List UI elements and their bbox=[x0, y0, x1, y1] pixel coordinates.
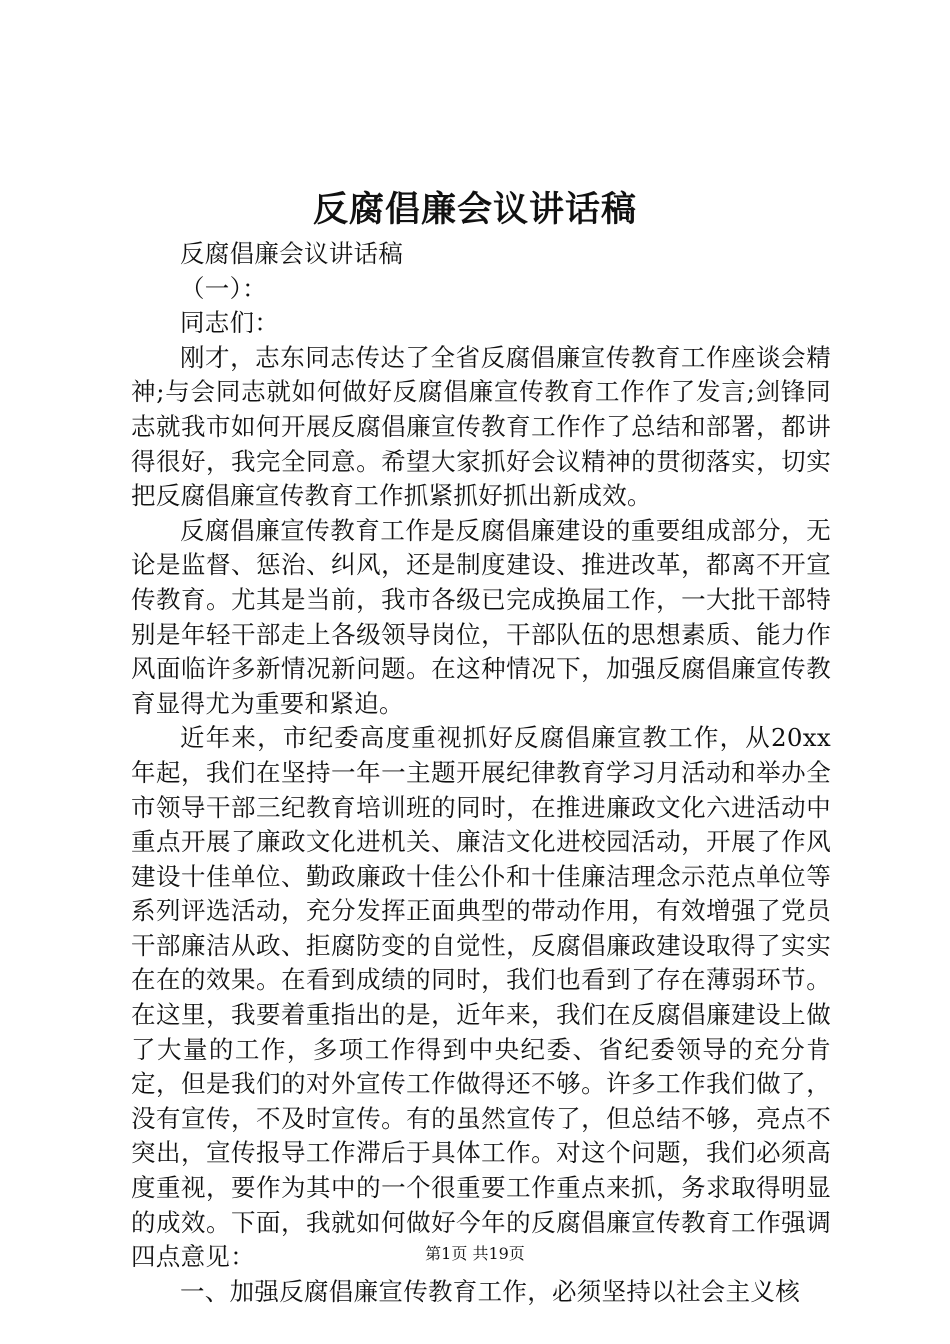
document-title: 反腐倡廉会议讲话稿 bbox=[312, 189, 637, 230]
document-body bbox=[131, 237, 831, 1309]
section-marker: （一）： bbox=[180, 273, 267, 303]
paragraph-review: 近年来，市纪委高度重视抓好反腐倡廉宣教工作，从20xx年起，我们在坚持一年一主题开展纪律教育学习月活动和举办全市领导干部三纪教育培训班的同时，在推进廉政文化六进活动中重点开展了廉政文化进机关、廉洁文化进校园活动，开展了作风建设十佳单位、勤政廉政十佳公仆和十佳廉洁理念示范点单位等系列评选活动，充分发挥正面典型的带动作用，有效增强了党员干部廉洁从政、拒腐防变的自觉性，反腐倡廉政建设取得了实实在在的效果。在看到成绩的同时，我们也看到了存在薄弱环节。在这里，我要着重指出的是，近年来，我们在反腐倡廉建设上做了大量的工作，多项工作得到中央纪委、省纪委领导的充分肯定，但是我们的对外宣传工作做得还不够。许多工作我们做了，没有宣传，不及时宣传。有的虽然宣传了，但总结不够，亮点不突出，宣传报导工作滞后于具体工作。对这个问题，我们必须高度重视，要作为其中的一个很重要工作重点来抓，务求取得明显的成效。下面，我就如何做好今年的反腐倡廉宣传教育工作强调四点意见： bbox=[131, 723, 831, 1272]
paragraph-point-one: 一、加强反腐倡廉宣传教育工作，必须坚持以社会主义核 bbox=[180, 1276, 800, 1306]
paragraph-importance: 反腐倡廉宣传教育工作是反腐倡廉建设的重要组成部分，无论是监督、惩治、纠风，还是制度建设、推进改革，都离不开宣传教育。尤其是当前，我市各级已完成换届工作，一大批干部特别是年轻干部走上各级领导岗位，干部队伍的思想素质、能力作风面临许多新情况新问题。在这种情况下，加强反腐倡廉宣传教育显得尤为重要和紧迫。 bbox=[131, 515, 831, 718]
subtitle-line: 反腐倡廉会议讲话稿 bbox=[180, 239, 404, 268]
page-number-footer: 第1页 共19页 bbox=[425, 1244, 525, 1263]
salutation: 同志们： bbox=[180, 308, 280, 338]
paragraph-opening: 刚才，志东同志传达了全省反腐倡廉宣传教育工作座谈会精神;与会同志就如何做好反腐倡廉宣传教育工作作了发言;剑锋同志就我市如何开展反腐倡廉宣传教育工作作了总结和部署，都讲得很好，我完全同意。希望大家抓好会议精神的贯彻落实，切实把反腐倡廉宣传教育工作抓紧抓好抓出新成效。 bbox=[131, 342, 831, 511]
